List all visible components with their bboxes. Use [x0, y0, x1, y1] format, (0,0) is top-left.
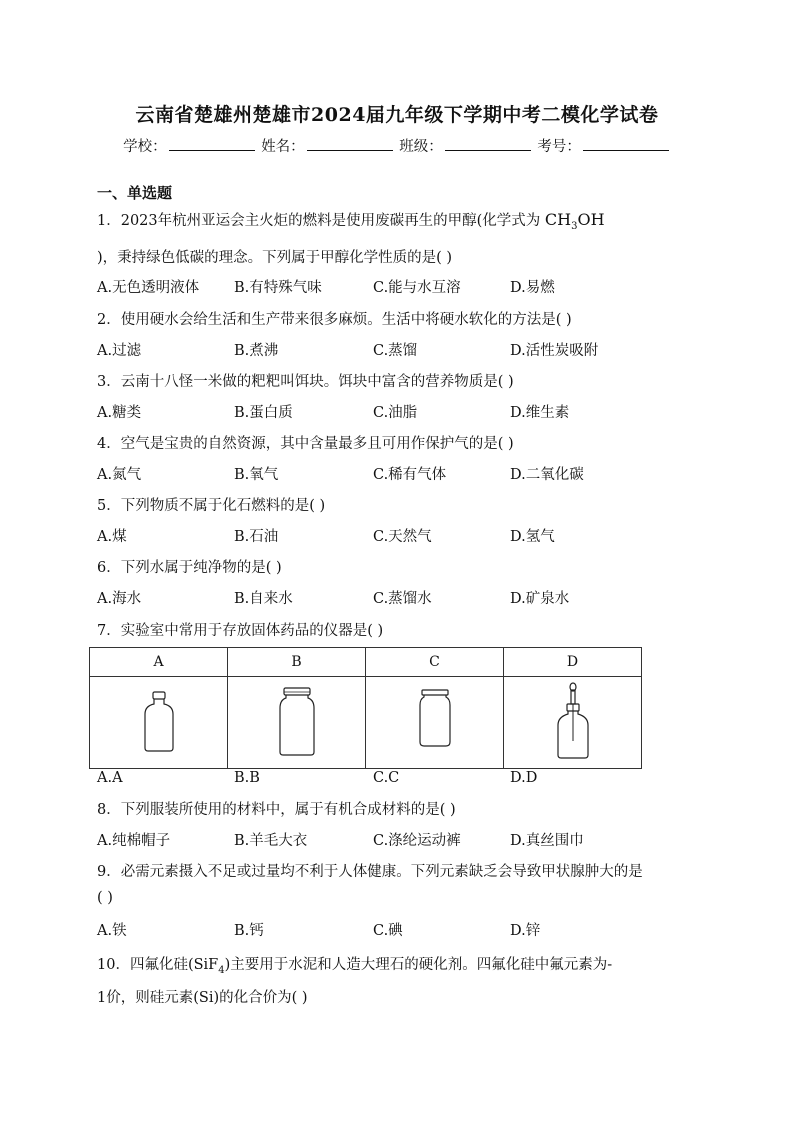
student-info-line	[0, 135, 794, 156]
question-1-line-1	[97, 209, 605, 232]
question-2-option-a: A.过滤	[97, 343, 142, 359]
question-9-option-b: B.钙	[234, 923, 264, 939]
narrow-mouth-bottle-icon	[139, 686, 179, 756]
question-9-text: 9．必需元素摄入不足或过量均不利于人体健康。下列元素缺乏会导致甲状腺肿大的是	[97, 864, 643, 880]
class-label: 班级：	[399, 139, 443, 155]
question-4-option-c: C.稀有气体	[373, 467, 447, 483]
school-label: 学校：	[123, 139, 167, 155]
question-5-option-a: A.煤	[97, 529, 127, 545]
question-6-text: 6．下列水属于纯净物的是( )	[97, 560, 282, 576]
question-3-option-b: B.蛋白质	[234, 405, 293, 421]
question-1-option-b: B.有特殊气味	[234, 280, 322, 296]
table-cell-a	[90, 677, 228, 769]
question-9-text-2: ( )	[97, 890, 113, 906]
question-3-option-a: A.糖类	[97, 405, 142, 421]
question-6-option-c: C.蒸馏水	[373, 591, 432, 607]
question-1-line-2: )，秉持绿色低碳的理念。下列属于甲醇化学性质的是( )	[97, 250, 453, 266]
class-blank	[445, 138, 531, 151]
question-3-option-c: C.油脂	[373, 405, 418, 421]
question-8-text: 8．下列服装所使用的材料中，属于有机合成材料的是( )	[97, 802, 456, 818]
table-cell-b	[228, 677, 366, 769]
question-2-option-c: C.蒸馏	[373, 343, 418, 359]
table-cell-d	[504, 677, 642, 769]
question-5-option-d: D.氢气	[510, 529, 555, 545]
instrument-table	[89, 647, 642, 769]
question-6-option-d: D.矿泉水	[510, 591, 570, 607]
question-1-option-c: C.能与水互溶	[373, 280, 461, 296]
question-2-option-b: B.煮沸	[234, 343, 279, 359]
section-title: 一、单选题	[97, 184, 173, 202]
question-5-text: 5．下列物质不属于化石燃料的是( )	[97, 498, 326, 514]
gas-jar-icon	[415, 686, 455, 756]
name-blank	[307, 138, 393, 151]
question-4-option-a: A.氮气	[97, 467, 142, 483]
question-10-line-2: 1价，则硅元素(Si)的化合价为( )	[97, 990, 308, 1006]
question-10-text-a: 10．四氟化硅(SiF	[97, 957, 219, 973]
question-9-option-d: D.锌	[510, 923, 541, 939]
question-3-text: 3．云南十八怪一米做的粑粑叫饵块。饵块中富含的营养物质是( )	[97, 374, 514, 390]
table-header-c: C	[366, 648, 504, 677]
table-header-a: A	[90, 648, 228, 677]
question-8-option-b: B.羊毛大衣	[234, 833, 308, 849]
question-5-option-b: B.石油	[234, 529, 279, 545]
name-label: 姓名：	[261, 139, 305, 155]
page-title: 云南省楚雄州楚雄市2024届九年级下学期中考二模化学试卷	[135, 104, 659, 126]
question-9-option-c: C.碘	[373, 923, 403, 939]
wide-mouth-bottle-icon	[275, 684, 319, 758]
question-10-formula-sub: 4	[218, 964, 225, 976]
question-8-option-c: C.涤纶运动裤	[373, 833, 461, 849]
question-10-text-b: )主要用于水泥和人造大理石的硬化剂。四氟化硅中氟元素为-	[224, 957, 613, 973]
question-1-option-d: D.易燃	[510, 280, 555, 296]
school-blank	[169, 138, 255, 151]
question-8-option-a: A.纯棉帽子	[97, 833, 171, 849]
question-2-option-d: D.活性炭吸附	[510, 343, 599, 359]
exam-no-label: 考号：	[537, 139, 581, 155]
question-6-option-b: B.自来水	[234, 591, 293, 607]
exam-no-blank	[583, 138, 669, 151]
question-10-line-1	[97, 953, 612, 976]
question-7-option-a: A.A	[97, 770, 123, 786]
question-8-option-d: D.真丝围巾	[510, 833, 584, 849]
question-7-option-c: C.C	[373, 770, 400, 786]
question-1-text-a: 1．2023年杭州亚运会主火炬的燃料是使用废碳再生的甲醇(化学式为	[97, 213, 545, 229]
question-7-option-b: B.B	[234, 770, 260, 786]
table-cell-c	[366, 677, 504, 769]
question-1-formula: $CH_3OH$	[544, 210, 605, 233]
table-header-d: D	[504, 648, 642, 677]
table-header-b: B	[228, 648, 366, 677]
question-3-option-d: D.维生素	[510, 405, 570, 421]
question-4-option-d: D.二氧化碳	[510, 467, 584, 483]
question-2-text: 2．使用硬水会给生活和生产带来很多麻烦。生活中将硬水软化的方法是( )	[97, 312, 572, 328]
dropper-bottle-icon	[551, 681, 595, 761]
question-4-option-b: B.氧气	[234, 467, 279, 483]
question-9-option-a: A.铁	[97, 923, 127, 939]
question-1-option-a: A.无色透明液体	[97, 280, 200, 296]
question-7-text: 7．实验室中常用于存放固体药品的仪器是( )	[97, 623, 384, 639]
question-4-text: 4．空气是宝贵的自然资源，其中含量最多且可用作保护气的是( )	[97, 436, 514, 452]
question-7-option-d: D.D	[510, 770, 538, 786]
question-5-option-c: C.天然气	[373, 529, 432, 545]
question-6-option-a: A.海水	[97, 591, 142, 607]
